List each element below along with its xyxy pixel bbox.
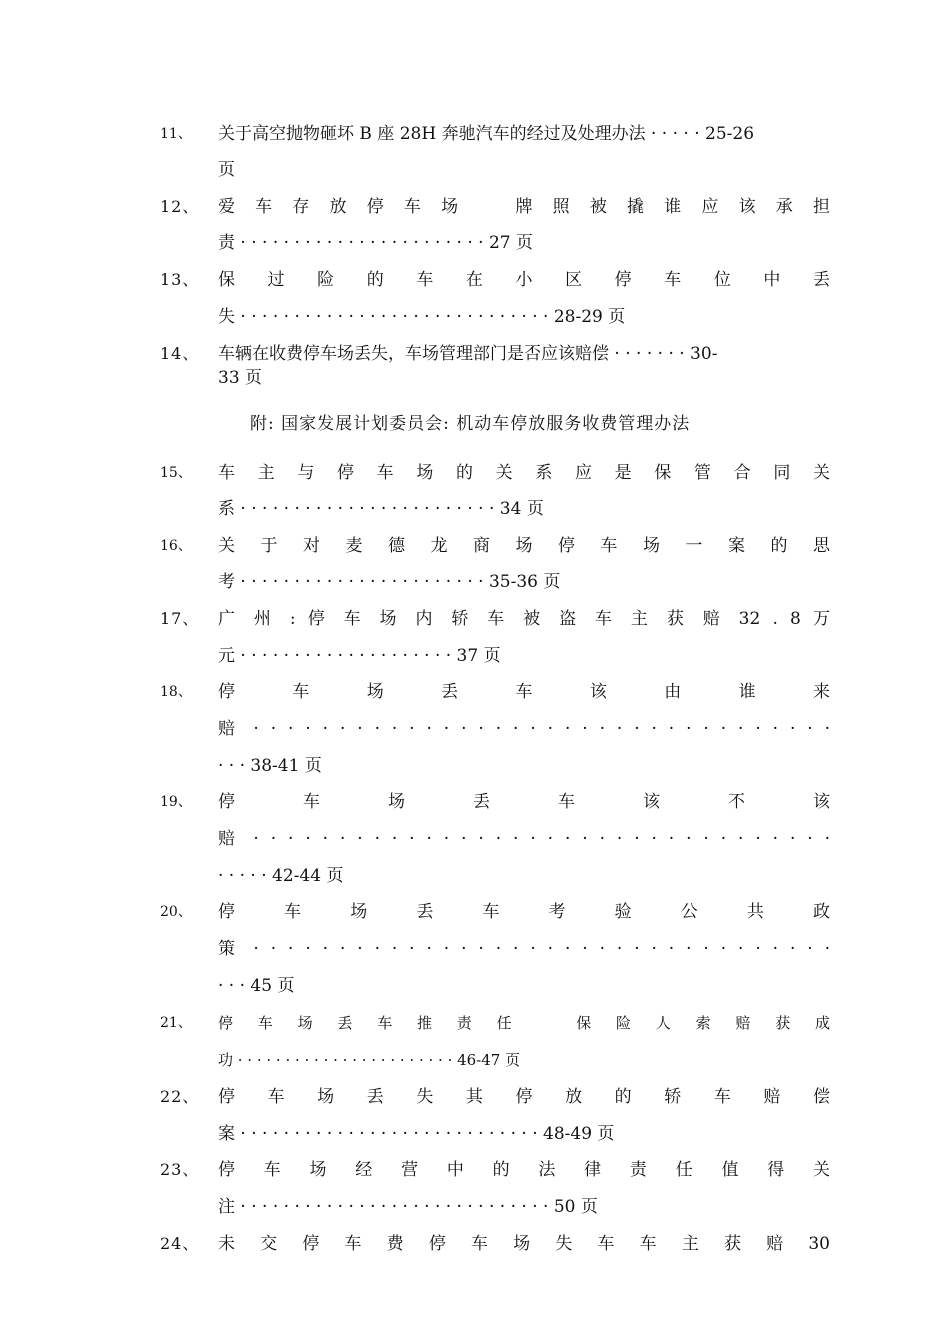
entry-title: 保 过 险 的 车 在 小 区 停 车 位 中 丢 — [218, 270, 830, 290]
entry-page-ref: 赔 · · · · · · · · · · · · · · · · · · · · · · · · · · · · · · · · · · — [218, 829, 830, 849]
entry-number: 16、 — [160, 538, 192, 554]
entry-number: 23、 — [160, 1160, 200, 1179]
entry-title: 停 车 场 经 营 中 的 法 律 责 任 值 得 关 — [218, 1160, 830, 1180]
entry-number: 12、 — [160, 197, 200, 216]
entry-number: 18、 — [160, 684, 192, 700]
entry-number: 13、 — [160, 270, 200, 289]
entry-title: 关 于 对 麦 德 龙 商 场 停 车 场 一 案 的 思 — [218, 536, 830, 556]
entry-page-ref: 失 · · · · · · · · · · · · · · · · · · · · · · · · · · · · · 28-29 页 — [218, 307, 626, 327]
entry-title: 停 车 场 丢 车 该 不 该 — [218, 792, 830, 812]
entry-title: 停 车 场 丢 车 推 责 任 保 险 人 索 赔 获 成 — [218, 1014, 830, 1032]
entry-title: 关于高空抛物砸坏 B 座 28H 奔驰汽车的经过及处理办法 · · · · · 25-26 — [218, 124, 755, 144]
entry-page-ref: 赔 · · · · · · · · · · · · · · · · · · · · · · · · · · · · · · · · · · — [218, 719, 830, 739]
entry-page-ref: 元 · · · · · · · · · · · · · · · · · · · · 37 页 — [218, 646, 501, 666]
entry-page-ref: 33 页 — [218, 368, 263, 388]
entry-number: 20、 — [160, 904, 192, 920]
appendix-heading: 附: 国家发展计划委员会: 机动车停放服务收费管理办法 — [250, 414, 691, 434]
entry-page-ref-cont: · · · · · 42-44 页 — [218, 866, 344, 886]
entry-page-ref: 考 · · · · · · · · · · · · · · · · · · · · · · · 35-36 页 — [218, 572, 561, 592]
entry-title: 停 车 场 丢 车 考 验 公 共 政 — [218, 902, 830, 922]
entry-page-ref: 案 · · · · · · · · · · · · · · · · · · · · · · · · · · · · 48-49 页 — [218, 1124, 615, 1144]
entry-title: 车 主 与 停 车 场 的 关 系 应 是 保 管 合 同 关 — [218, 463, 830, 483]
entry-number: 15、 — [160, 465, 192, 481]
entry-page-ref: 注 · · · · · · · · · · · · · · · · · · · · · · · · · · · · · 50 页 — [218, 1197, 598, 1217]
entry-title: 广 州 : 停 车 场 内 轿 车 被 盗 车 主 获 赔 32 . 8 万 — [218, 609, 830, 629]
entry-title: 未 交 停 车 费 停 车 场 失 车 车 主 获 赔 30 — [218, 1234, 830, 1254]
entry-title: 车辆在收费停车场丢失，车场管理部门是否应该赔偿 · · · · · · · 30- — [218, 344, 718, 364]
entry-page-ref-cont: · · · 38-41 页 — [218, 756, 322, 776]
entry-number: 11、 — [160, 126, 192, 142]
entry-page-ref-cont: · · · 45 页 — [218, 976, 295, 996]
entry-number: 17、 — [160, 609, 200, 628]
entry-number: 14、 — [160, 344, 200, 363]
entry-page-ref: 系 · · · · · · · · · · · · · · · · · · · · · · · · 34 页 — [218, 499, 544, 519]
entry-number: 22、 — [160, 1087, 200, 1106]
entry-page-ref: 责 · · · · · · · · · · · · · · · · · · · · · · · 27 页 — [218, 233, 534, 253]
entry-number: 21、 — [160, 1015, 192, 1031]
entry-number: 19、 — [160, 794, 192, 810]
entry-page-ref: 功 · · · · · · · · · · · · · · · · · · · · · · · 46-47 页 — [218, 1051, 521, 1069]
entry-title: 停 车 场 丢 失 其 停 放 的 轿 车 赔 偿 — [218, 1087, 830, 1107]
entry-title: 停 车 场 丢 车 该 由 谁 来 — [218, 682, 830, 702]
entry-page-ref: 页 — [218, 160, 235, 180]
entry-page-ref: 策 · · · · · · · · · · · · · · · · · · · · · · · · · · · · · · · · · · — [218, 939, 830, 959]
entry-number: 24、 — [160, 1234, 200, 1253]
entry-title: 爱 车 存 放 停 车 场 牌 照 被 撬 谁 应 该 承 担 — [218, 197, 830, 217]
